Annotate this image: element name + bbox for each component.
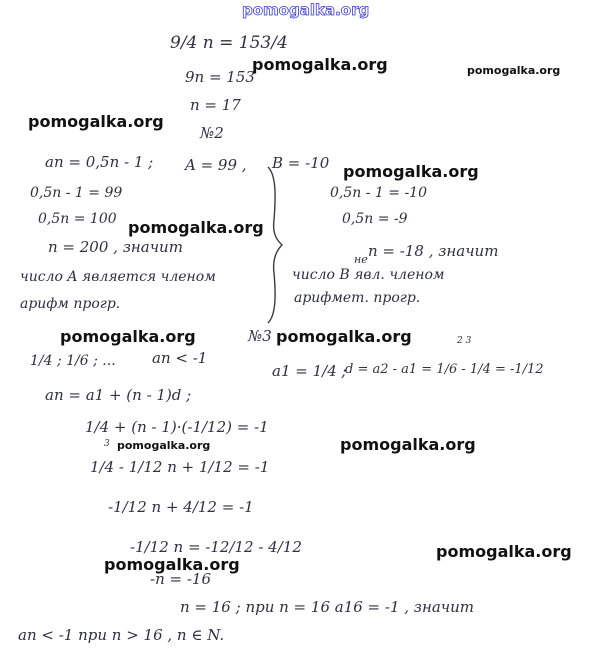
part2-right-note: не (354, 253, 368, 266)
part2-a-value: A = 99 , (185, 156, 247, 174)
part2-right-line2: 0,5n = -9 (342, 211, 408, 227)
part1-eq3: n = 17 (190, 96, 241, 114)
part2-left-line1: 0,5n - 1 = 99 (30, 185, 123, 201)
part2-left-line4: число A является членом (20, 269, 216, 285)
part2-b-value: B = -10 (272, 154, 330, 172)
part3-d: d = a2 - a1 = 1/6 - 1/4 = -1/12 (345, 362, 544, 377)
watermark: pomogalka.org (467, 64, 561, 77)
watermark: pomogalka.org (60, 327, 196, 346)
part2-right-line1: 0,5n - 1 = -10 (330, 185, 427, 201)
watermark: pomogalka.org (340, 435, 476, 454)
part1-eq2: 9n = 153 (185, 68, 255, 86)
part2-heading: №2 (200, 124, 224, 142)
part2-right-line3: n = -18 , значит (368, 242, 499, 260)
part3-step2: 1/4 - 1/12 n + 1/12 = -1 (90, 458, 270, 476)
watermark: pomogalka.org (343, 162, 479, 181)
watermark: pomogalka.org (252, 55, 388, 74)
curly-brace-divider (262, 165, 286, 325)
part2-left-line5: арифм прогр. (20, 296, 121, 312)
watermark: pomogalka.org (128, 218, 264, 237)
watermark-top: pomogalka.org (242, 1, 370, 19)
part3-step1: 1/4 + (n - 1)·(-1/12) = -1 (85, 418, 269, 436)
part3-step7: an < -1 при n > 16 , n ∈ N. (18, 626, 225, 644)
part2-right-line4: число B явл. членом (292, 267, 445, 283)
part3-step4: -1/12 n = -12/12 - 4/12 (130, 538, 302, 556)
part2-left-line3: n = 200 , значит (48, 238, 183, 256)
part3-step1-superscript: 3 (104, 439, 110, 449)
part3-d-superscripts: 2 3 (457, 336, 472, 346)
part3-sequence: 1/4 ; 1/6 ; ... (30, 353, 116, 369)
part3-condition: an < -1 (152, 349, 208, 367)
part1-eq1: 9/4 n = 153/4 (170, 33, 288, 53)
part3-a1: a1 = 1/4 ; (272, 362, 347, 380)
watermark: pomogalka.org (117, 439, 211, 452)
watermark: pomogalka.org (276, 327, 412, 346)
part3-step5: -n = -16 (150, 570, 211, 588)
watermark: pomogalka.org (104, 555, 240, 574)
part3-step3: -1/12 n + 4/12 = -1 (108, 498, 254, 516)
part3-formula: an = a1 + (n - 1)d ; (45, 386, 192, 404)
part3-heading: №3 (248, 327, 272, 345)
part2-given: an = 0,5n - 1 ; (45, 153, 154, 171)
watermark: pomogalka.org (28, 112, 164, 131)
part2-right-line5: арифмет. прогр. (294, 290, 421, 306)
part2-left-line2: 0,5n = 100 (38, 211, 117, 227)
watermark: pomogalka.org (436, 542, 572, 561)
part3-step6: n = 16 ; при n = 16 a16 = -1 , значит (180, 598, 475, 616)
